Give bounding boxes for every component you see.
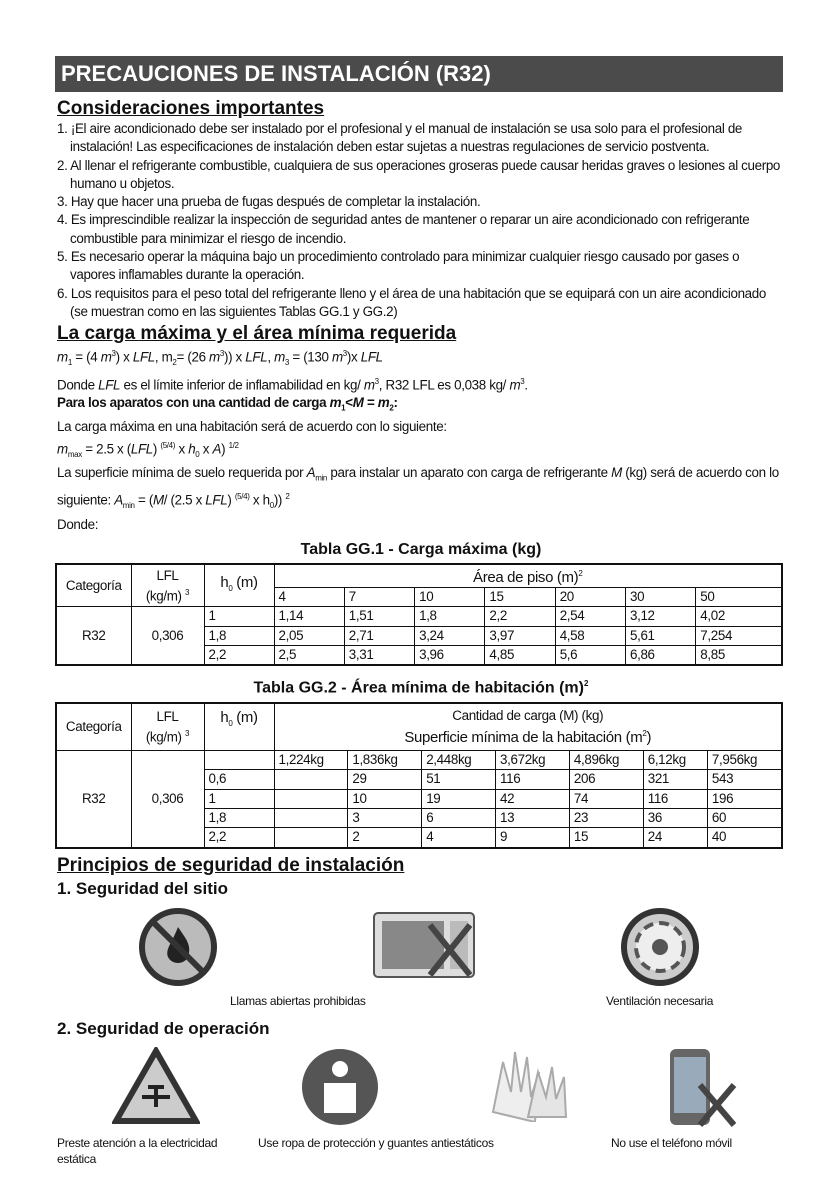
value-cell: 5,61: [625, 626, 695, 645]
caption-ventilation: Ventilación necesaria: [606, 993, 714, 1008]
site-safety-icons: [57, 899, 785, 1013]
table1-caption: Tabla GG.1 - Carga máxima (kg): [300, 540, 542, 558]
value-cell: [274, 770, 348, 789]
value-cell: 4: [422, 828, 496, 848]
value-cell: 6,86: [625, 646, 695, 666]
value-cell: 9: [496, 828, 570, 848]
value-cell: 4,58: [555, 626, 625, 645]
no-flames-icon: [138, 907, 218, 987]
ventilation-icon: [620, 907, 700, 987]
value-cell: 42: [496, 789, 570, 808]
value-cell: 60: [707, 809, 782, 828]
charge-header: 2,448kg: [422, 751, 496, 770]
list-item: 2. Al llenar el refrigerante combustible, cualquiera de sus operaciones groseras puede causar heridas graves o lesiones al cuerpo humano u objetos.: [57, 157, 781, 191]
lfl-cell: 0,306: [131, 607, 204, 665]
heading-considerations: Consideraciones importantes: [57, 98, 325, 119]
charge-header: 4,896kg: [569, 751, 643, 770]
value-cell: 1,14: [274, 607, 344, 626]
value-cell: 3,96: [415, 646, 485, 666]
lfl-definition: Donde LFL es el límite inferior de inflamabilidad en kg/ $m^3$, R32 LFL es 0,038 kg/ $m^3$.: [57, 376, 528, 393]
value-cell: [274, 828, 348, 848]
protective-clothing-icon: [300, 1047, 380, 1127]
value-cell: 10: [348, 789, 422, 808]
list-item: 4. Es imprescindible realizar la inspección de seguridad antes de mantener o reparar un aire acondicionado con refrigerante combustible para minimizar el riesgo de incendio.: [57, 212, 750, 246]
heading-max-charge: La carga máxima y el área mínima requerida: [57, 323, 457, 345]
charge-header: 1,836kg: [348, 751, 422, 770]
caption-static: Preste atención a la electricidad estática: [57, 1135, 218, 1166]
value-cell: 2,71: [344, 626, 414, 645]
no-mobile-phone-icon: [660, 1045, 740, 1129]
height-cell: 1: [204, 789, 274, 808]
area-header: 50: [696, 588, 782, 607]
table-row: [56, 607, 782, 626]
value-cell: 2,2: [485, 607, 555, 626]
category-cell: R32: [56, 751, 131, 848]
charge-header: 6,12kg: [643, 751, 707, 770]
list-item: 3. Hay que hacer una prueba de fugas después de completar la instalación.: [57, 194, 481, 210]
value-cell: 6: [422, 809, 496, 828]
value-cell: 3: [348, 809, 422, 828]
heading-operation-safety: 2. Seguridad de operación: [57, 1018, 270, 1038]
max-charge-text: La carga máxima en una habitación será de acuerdo con lo siguiente:: [57, 419, 447, 435]
area-header: 10: [415, 588, 485, 607]
table2-caption: Tabla GG.2 - Área mínima de habitación $(m)^2$: [253, 679, 589, 697]
value-cell: 2,54: [555, 607, 625, 626]
table-max-charge: Categoría LFL (kg/m) $^3$ $h_0$ (m) Área de piso $(m)^2$ 4 7 10 15 20 30 50 R32 0,306 1 1,14 1,51 1,8 2,2 2,54 3,12 4,02 1,8 2,05 2,71 3,24 3,97 4,58 5,61 7,254 2,2 2,5 3,31 3,96 4,85 5,6 6,86 8,85: [55, 563, 783, 666]
value-cell: 2: [348, 828, 422, 848]
min-area-text: La superficie mínima de suelo requerida por $A_{min}$ para instalar un aparato con carga de refrigerante M (kg) será de acuerdo con lo siguiente: $A_{min} = (M/$ (2.5 x LFL) $^{(5/4)}$ x $h_0$)) $^2$: [57, 465, 779, 511]
value-cell: 5,6: [555, 646, 625, 666]
category-cell: R32: [56, 607, 131, 665]
value-cell: 19: [422, 789, 496, 808]
value-cell: 196: [707, 789, 782, 808]
value-cell: 51: [422, 770, 496, 789]
value-cell: 3,24: [415, 626, 485, 645]
page-title: PRECAUCIONES DE INSTALACIÓN (R32): [55, 56, 783, 92]
value-cell: 13: [496, 809, 570, 828]
value-cell: 7,254: [696, 626, 782, 645]
height-cell: 1,8: [204, 809, 274, 828]
value-cell: 543: [707, 770, 782, 789]
value-cell: 4,02: [696, 607, 782, 626]
height-cell: 1,8: [204, 626, 274, 645]
charge-header: 7,956kg: [707, 751, 782, 770]
lfl-cell: 0,306: [131, 751, 204, 848]
value-cell: 1,51: [344, 607, 414, 626]
table-row: [56, 751, 782, 770]
area-header: 15: [485, 588, 555, 607]
value-cell: 2,05: [274, 626, 344, 645]
area-header: 30: [625, 588, 695, 607]
static-electricity-warning-icon: [112, 1047, 200, 1127]
value-cell: 2,5: [274, 646, 344, 666]
value-cell: 36: [643, 809, 707, 828]
list-item: 1. ¡El aire acondicionado debe ser instalado por el profesional y el manual de instalación se usa solo para el profesional de instalación! Las especificaciones de instalación deben estar sujetas a nuestras regulaciones de servicio postventa.: [57, 121, 743, 155]
caption-flames: Llamas abiertas prohibidas: [230, 993, 366, 1008]
donde-label: Donde:: [57, 516, 99, 532]
table-min-area: Categoría LFL (kg/m) $^3$ $h_0$ (m) Cantidad de carga (M) (kg) Superficie mínima de la habitación $(m^2)$ R32 0,306 1,224kg 1,836kg 2,448kg 3,672kg 4,896kg 6,12kg 7,956kg 0,6 29 51 116 206 321 543 1 10 19 42 74 116 196 1,8 3 6 13 23 36 60 2,2 2 4 9 15 24 40: [55, 702, 783, 849]
value-cell: 1,8: [415, 607, 485, 626]
antistatic-gloves-icon: [478, 1042, 578, 1122]
value-cell: 4,85: [485, 646, 555, 666]
heading-safety-principles: Principios de seguridad de instalación: [57, 854, 405, 876]
charge-header: 3,672kg: [496, 751, 570, 770]
caption-clothing: Use ropa de protección y guantes antiestáticos: [258, 1135, 494, 1150]
value-cell: 40: [707, 828, 782, 848]
value-cell: [274, 789, 348, 808]
empty-cell: [204, 751, 274, 770]
formula-mmax: $m_{max} = 2.5$ x (LFL) $^{(5/4)}$ x $h_0$ x A) $^{1/2}$: [57, 440, 239, 459]
operation-safety-icons: [57, 1039, 785, 1169]
charge-condition: Para los aparatos con una cantidad de carga $m_1<M = m_2$:: [57, 395, 398, 414]
considerations-list: [57, 120, 785, 321]
formula-m: $m_1 = (4$ $m^3$) x LFL, $m_2= (26$ $m^3$)) x LFL, $m_3 = (130$ $m^3)x$ LFL: [57, 349, 383, 368]
height-cell: 2,2: [204, 646, 274, 666]
value-cell: 321: [643, 770, 707, 789]
height-cell: 0,6: [204, 770, 274, 789]
list-item: 5. Es necesario operar la máquina bajo un procedimiento controlado para minimizar cualquier riesgo causado por gases o vapores inflamables durante la operación.: [57, 249, 740, 283]
value-cell: 3,12: [625, 607, 695, 626]
value-cell: 3,31: [344, 646, 414, 666]
value-cell: [274, 809, 348, 828]
area-header: 7: [344, 588, 414, 607]
list-item: 6. Los requisitos para el peso total del refrigerante lleno y el área de una habitación que se equipará con un aire acondicionado (se muestran como en las siguientes Tablas GG.1 y GG.2): [57, 285, 766, 319]
charge-header: 1,224kg: [274, 751, 348, 770]
value-cell: 206: [569, 770, 643, 789]
value-cell: 3,97: [485, 626, 555, 645]
caption-phone: No use el teléfono móvil: [611, 1135, 732, 1150]
value-cell: 29: [348, 770, 422, 789]
value-cell: 15: [569, 828, 643, 848]
value-cell: 8,85: [696, 646, 782, 666]
area-header: 20: [555, 588, 625, 607]
height-cell: 1: [204, 607, 274, 626]
no-microwave-icon: [370, 905, 478, 985]
value-cell: 116: [643, 789, 707, 808]
value-cell: 24: [643, 828, 707, 848]
value-cell: 23: [569, 809, 643, 828]
value-cell: 74: [569, 789, 643, 808]
area-header: 4: [274, 588, 344, 607]
heading-site-safety: 1. Seguridad del sitio: [57, 878, 228, 898]
height-cell: 2,2: [204, 828, 274, 848]
value-cell: 116: [496, 770, 570, 789]
